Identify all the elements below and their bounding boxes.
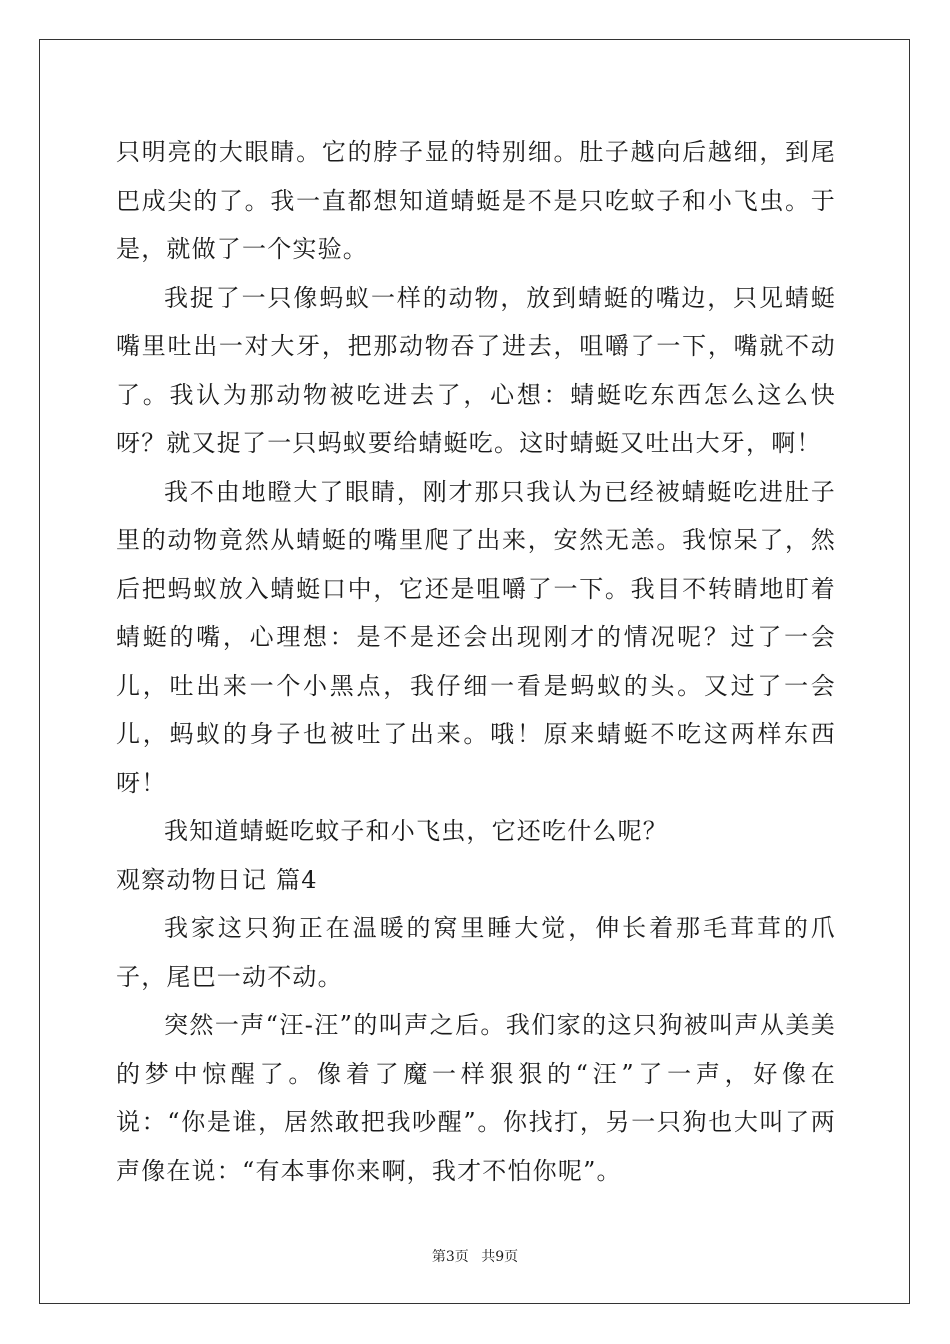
- paragraph-4: 我知道蜻蜓吃蚊子和小飞虫，它还吃什么呢？: [164, 817, 668, 845]
- page-number-total: 共9页: [481, 1249, 519, 1265]
- paragraph-2: 我捉了一只像蚂蚁一样的动物，放到蜻蜓的嘴边，只见蜻蜓嘴里吐出一对大牙，把那动物吞了进去，咀嚼了一下，嘴就不动了。我认为那动物被吃进去了，心想：蜻蜓吃东西怎么这么快呀？就又捉了一只蚂蚁要给蜻蜓吃。这时蜻蜓又吐出大牙，啊！: [116, 283, 836, 457]
- document-body: [116, 128, 836, 1195]
- page-number-current: 第3页: [431, 1249, 469, 1265]
- paragraph-6: 突然一声“汪-汪”的叫声之后。我们家的这只狗被叫声从美美的梦中惊醒了。像着了魔一样狠狠的“汪”了一声，好像在说：“你是谁，居然敢把我吵醒”。你找打，另一只狗也大叫了两声像在说：“有本事你来啊，我才不怕你呢”。: [116, 1011, 836, 1185]
- paragraph-3: 我不由地瞪大了眼睛，刚才那只我认为已经被蜻蜓吃进肚子里的动物竟然从蜻蜓的嘴里爬了出来，安然无恙。我惊呆了，然后把蚂蚁放入蜻蜓口中，它还是咀嚼了一下。我目不转睛地盯着蜻蜓的嘴，心理想：是不是还会出现刚才的情况呢？过了一会儿，吐出来一个小黑点，我仔细一看是蚂蚁的头。又过了一会儿，蚂蚁的身子也被吐了出来。哦！原来蜻蜓不吃这两样东西呀！: [116, 477, 836, 797]
- section-heading: 观察动物日记 篇4: [116, 865, 318, 894]
- paragraph-1: 只明亮的大眼睛。它的脖子显的特别细。肚子越向后越细，到尾巴成尖的了。我一直都想知道蜻蜓是不是只吃蚊子和小飞虫。于是，就做了一个实验。: [116, 138, 836, 263]
- paragraph-5: 我家这只狗正在温暖的窝里睡大觉，伸长着那毛茸茸的爪子，尾巴一动不动。: [116, 914, 836, 991]
- page-footer: [0, 1246, 950, 1266]
